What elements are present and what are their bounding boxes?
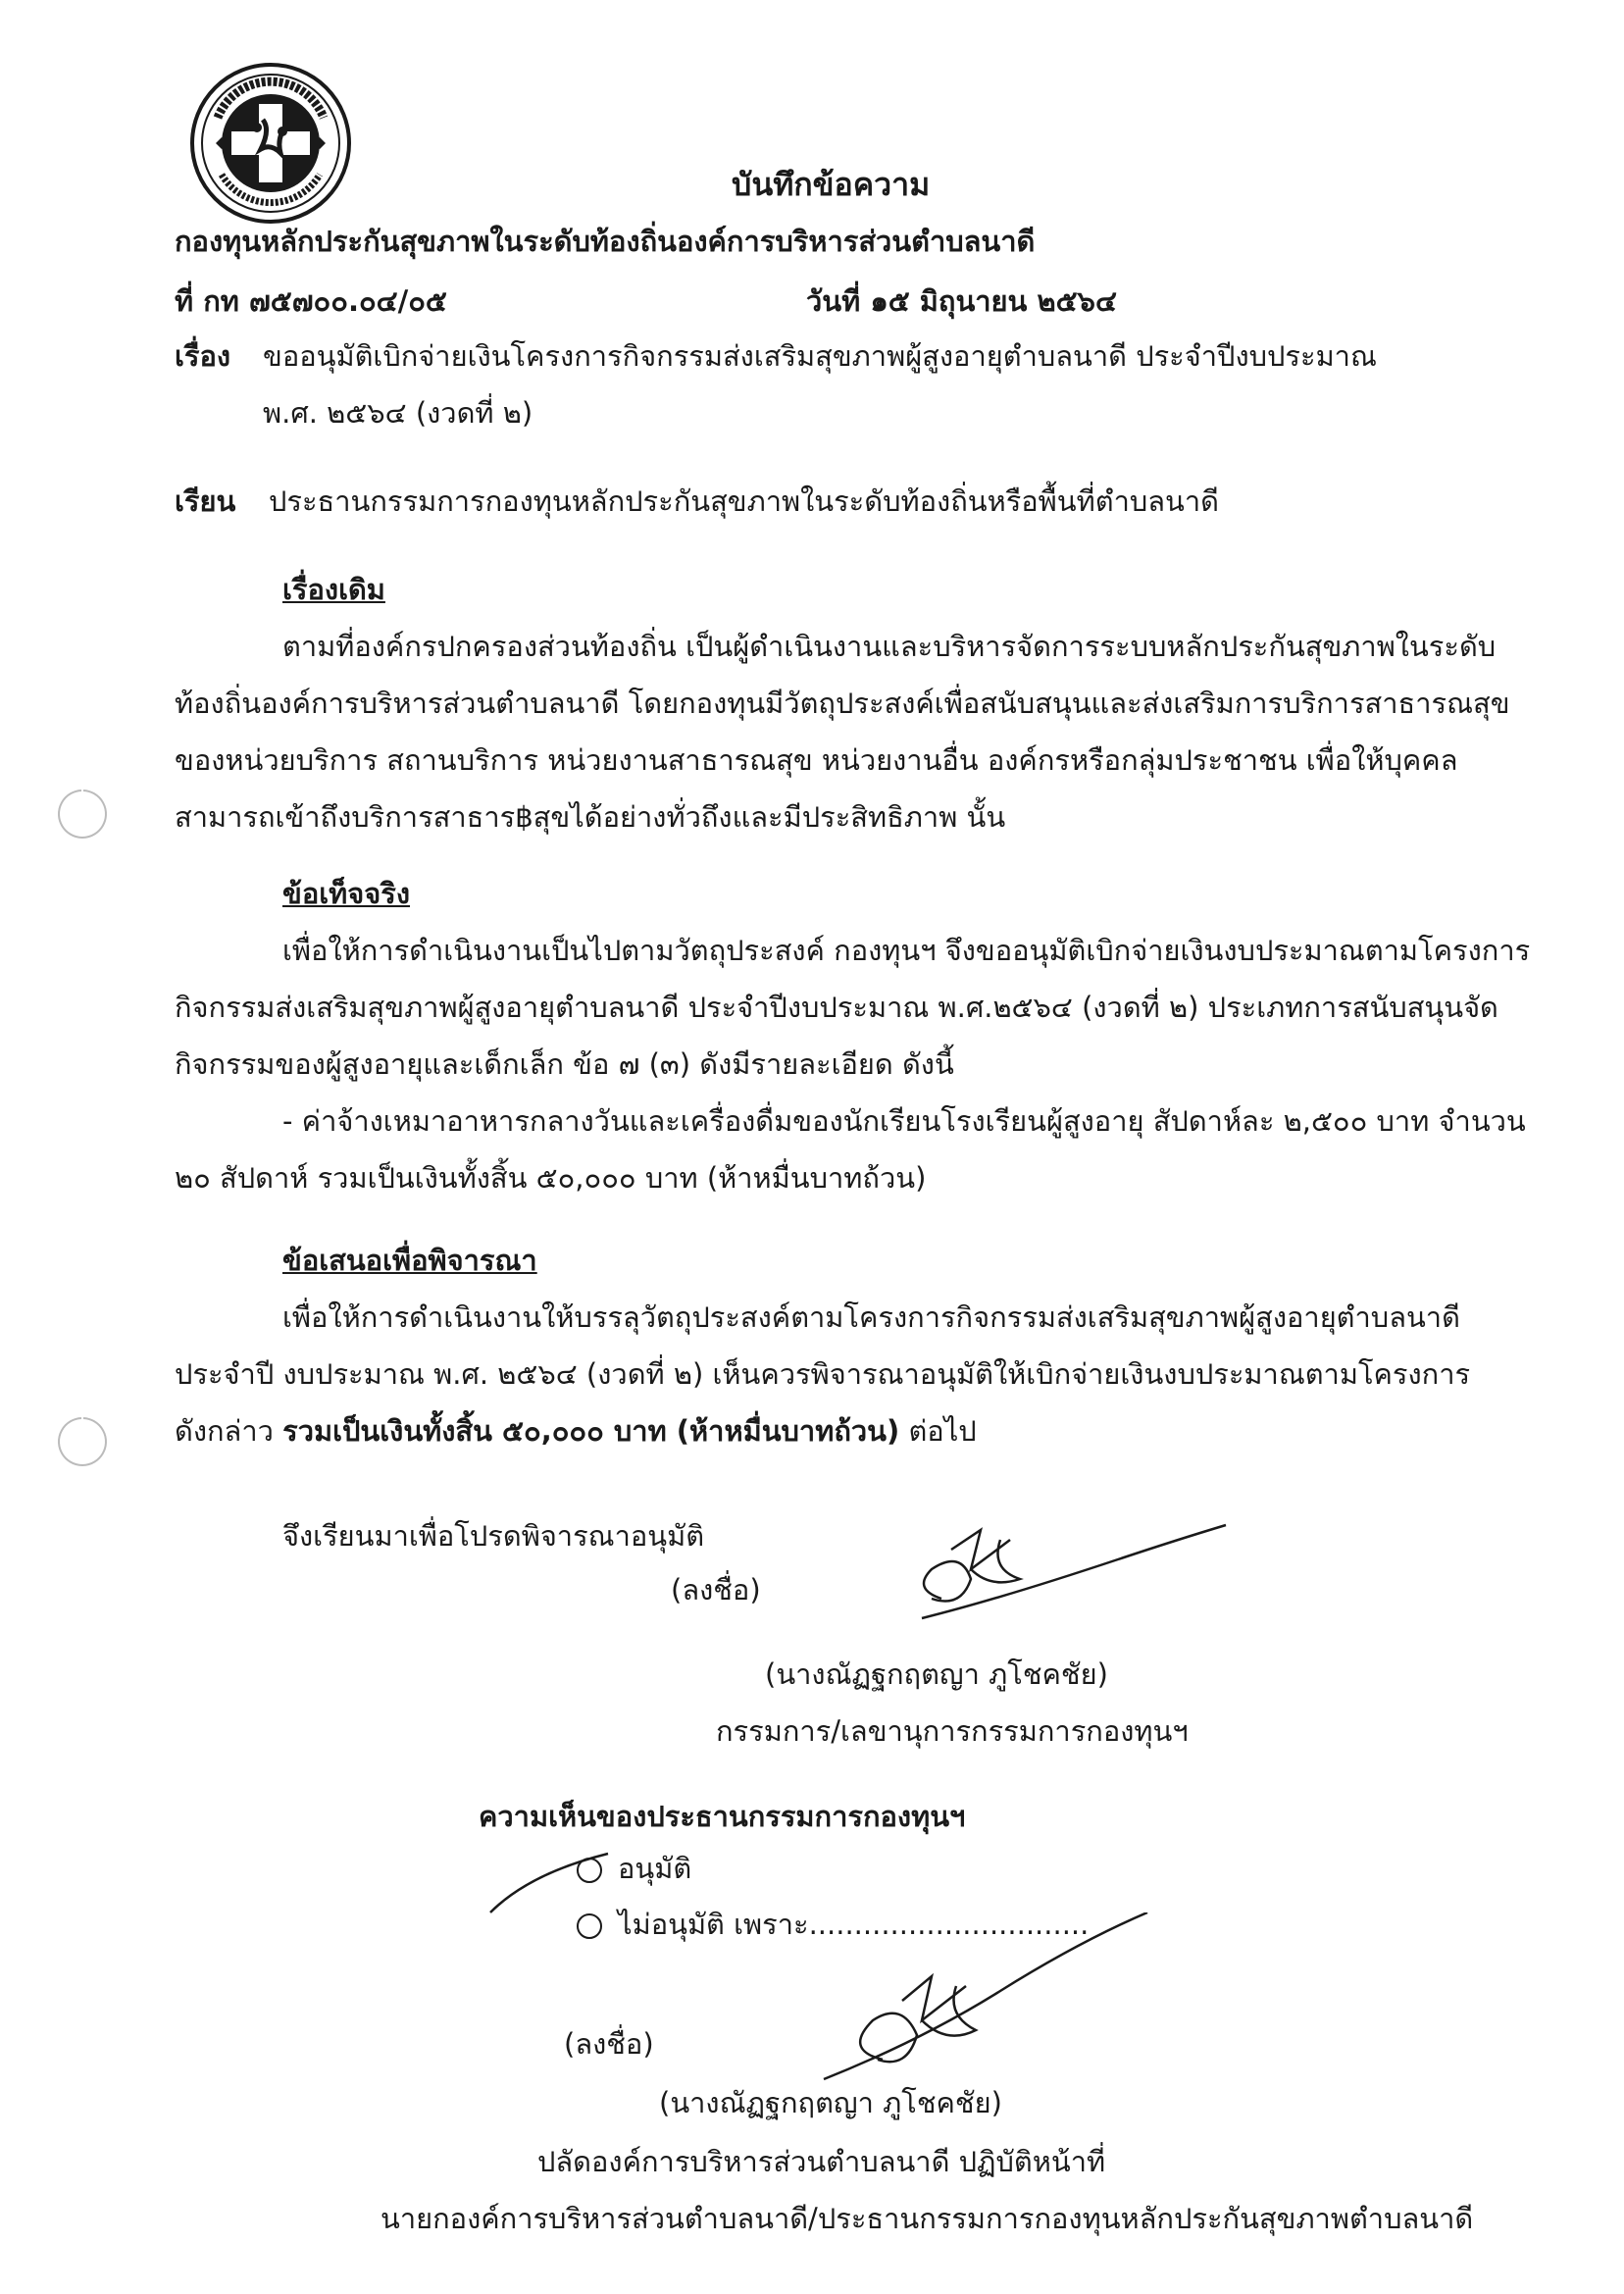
facts-heading: ข้อเท็จจริง: [282, 877, 410, 910]
first-signer-name: (นางณัฏฐกฤตญา ภูโชคชัย): [765, 1657, 1108, 1691]
background-heading: เรื่องเดิม: [282, 573, 385, 606]
subject-line-2: พ.ศ. ๒๕๖๔ (งวดที่ ๒): [263, 396, 533, 430]
second-signer-title-1: ปลัดองค์การบริหารส่วนตำบลนาดี ปฏิบัติหน้าที่: [537, 2145, 1106, 2178]
facts-line: - ค่าจ้างเหมาอาหารกลางวันและเครื่องดื่มของนักเรียนโรงเรียนผู้สูงอายุ สัปดาห์ละ ๒,๕๐๐ บาท จำนวน: [282, 1104, 1526, 1138]
second-signature: [785, 1912, 1157, 2099]
approve-label: อนุมัติ: [618, 1852, 692, 1885]
facts-line: กิจกรรมของผู้สูงอายุและเด็กเล็ก ข้อ ๗ (๓) ดังมีรายละเอียด ดังนี้: [175, 1047, 954, 1081]
proposal-heading: ข้อเสนอเพื่อพิจารณา: [282, 1244, 537, 1277]
chair-opinion-heading: ความเห็นของประธานกรรมการกองทุนฯ: [479, 1800, 966, 1833]
document-date: วันที่ ๑๕ มิถุนายน ๒๕๖๔: [806, 284, 1117, 318]
subject-line-1: ขออนุมัติเบิกจ่ายเงินโครงการกิจกรรมส่งเสริมสุขภาพผู้สูงอายุตำบลนาดี ประจำปีงบประมาณ: [263, 339, 1377, 373]
reject-label: ไม่อนุมัติ เพราะ: [618, 1908, 809, 1941]
background-line: ตามที่องค์กรปกครองส่วนท้องถิ่น เป็นผู้ดำเนินงานและบริหารจัดการระบบหลักประกันสุขภาพในระดับ: [282, 630, 1497, 663]
addressee-row: [175, 484, 1219, 518]
facts-line: เพื่อให้การดำเนินงานเป็นไปตามวัตถุประสงค์ กองทุนฯ จึงขออนุมัติเบิกจ่ายเงินงบประมาณตามโครงการ: [282, 934, 1531, 967]
background-line: ของหน่วยบริการ สถานบริการ หน่วยงานสาธารณสุข หน่วยงานอื่น องค์กรหรือกลุ่มประชาชน เพื่อให้บุคคล: [175, 743, 1458, 777]
background-line: ท้องถิ่นองค์การบริหารส่วนตำบลนาดี โดยกองทุนมีวัตถุประสงค์เพื่อสนับสนุนและส่งเสริมการบริการสาธารณสุข: [175, 687, 1510, 720]
background-paragraph: [175, 618, 1510, 845]
second-sign-label: (ลงชื่อ): [564, 2027, 654, 2061]
addressee-label: เรียน: [175, 484, 236, 518]
proposal-line-1: เพื่อให้การดำเนินงานให้บรรลุวัตถุประสงค์ตามโครงการกิจกรรมส่งเสริมสุขภาพผู้สูงอายุตำบลนาดี: [282, 1300, 1460, 1334]
proposal-line-3-prefix: ดังกล่าว: [175, 1414, 274, 1448]
second-signer-title-2: นายกองค์การบริหารส่วนตำบลนาดี/ประธานกรรมการกองทุนหลักประกันสุขภาพตำบลนาดี: [381, 2202, 1474, 2235]
background-line: สามารถเข้าถึงบริการสาธาร฿สุขได้อย่างทั่วถึงและมีประสิทธิภาพ นั้น: [175, 800, 1006, 834]
punch-hole-mark: [54, 785, 113, 843]
subject-label: เรื่อง: [175, 339, 231, 373]
facts-paragraph: [175, 922, 1531, 1206]
proposal-paragraph: [175, 1289, 1479, 1459]
document-number: [175, 284, 447, 318]
proposal-line-3: [175, 1402, 1479, 1459]
first-signature: [863, 1510, 1236, 1638]
first-sign-label: (ลงชื่อ): [671, 1573, 761, 1606]
proposal-line-3-suffix: ต่อไป: [908, 1414, 977, 1448]
memo-title: บันทึกข้อความ: [732, 166, 931, 203]
organization-name: กองทุนหลักประกันสุขภาพในระดับท้องถิ่นองค์การบริหารส่วนตำบลนาดี: [175, 225, 1036, 258]
second-signer-name: (นางณัฏฐกฤตญา ภูโชคชัย): [659, 2086, 1002, 2119]
proposal-line-2: ประจำปี งบประมาณ พ.ศ. ๒๕๖๔ (งวดที่ ๒) เห็นควรพิจารณาอนุมัติให้เบิกจ่ายเงินงบประมาณตามโครงการ: [175, 1357, 1471, 1391]
facts-line: ๒๐ สัปดาห์ รวมเป็นเงินทั้งสิ้น ๕๐,๐๐๐ บาท (ห้าหมื่นบาทถ้วน): [175, 1161, 927, 1195]
addressee-text: ประธานกรรมการกองทุนหลักประกันสุขภาพในระดับท้องถิ่นหรือพื้นที่ตำบลนาดี: [269, 484, 1219, 518]
first-signer-title: กรรมการ/เลขานุการกรรมการกองทุนฯ: [716, 1714, 1189, 1748]
reject-reason-dots: ...............................: [808, 1908, 1090, 1941]
subject-row: [175, 339, 1377, 373]
closing-text: จึงเรียนมาเพื่อโปรดพิจารณาอนุมัติ: [282, 1519, 705, 1553]
document-number-text: ที่ กท ๗๕๗๐๐.๐๔/๐๕: [175, 284, 447, 318]
punch-hole-mark: [54, 1412, 113, 1471]
health-fund-logo: [188, 61, 353, 226]
proposal-total-amount: รวมเป็นเงินทั้งสิ้น ๕๐,๐๐๐ บาท (ห้าหมื่นบาทถ้วน): [282, 1414, 900, 1448]
approve-check-stroke: [481, 1844, 618, 1922]
facts-line: กิจกรรมส่งเสริมสุขภาพผู้สูงอายุตำบลนาดี ประจำปีงบประมาณ พ.ศ.๒๕๖๔ (งวดที่ ๒) ประเภทการสนับสนุนจัด: [175, 991, 1498, 1024]
